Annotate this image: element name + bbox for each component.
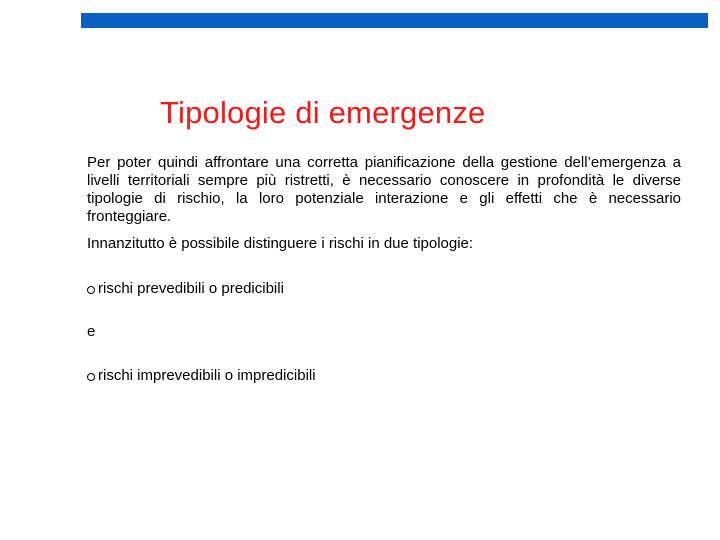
bullet-item-unpredictable — [87, 367, 316, 384]
bullet-text: rischi prevedibili o predicibili — [98, 280, 284, 297]
intro-paragraph: Per poter quindi affrontare una corretta pianificazione della gestione dell’emergenza a livelli territoriali sempre più ristretti, è necessario conoscere in profondità le diverse tipologie di rischio, la loro potenziale interazione e gli effetti che è necessario fronteggiare. — [87, 154, 681, 225]
connector-word: e — [87, 323, 96, 340]
top-accent-bar — [81, 13, 708, 28]
circle-bullet-icon — [87, 286, 95, 294]
distinction-sentence: Innanzitutto è possibile distinguere i rischi in due tipologie: — [87, 235, 474, 252]
bullet-text: rischi imprevedibili o impredicibili — [98, 367, 316, 384]
bullet-item-predictable — [87, 280, 284, 297]
slide-title: Tipologie di emergenze — [160, 94, 486, 130]
circle-bullet-icon — [87, 373, 95, 381]
